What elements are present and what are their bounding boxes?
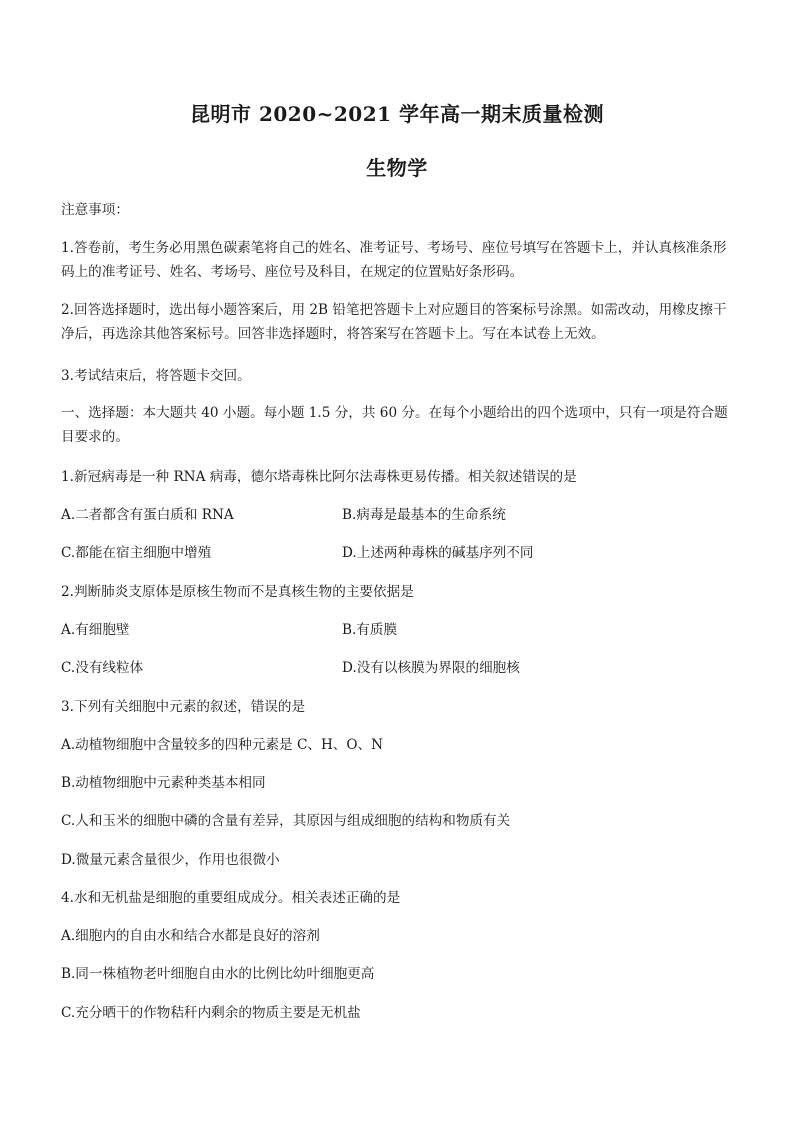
question-stem: 2.判断肺炎支原体是原核生物而不是真核生物的主要依据是 [61,584,414,600]
notice-item: 3.考试结束后，将答题卡交回。 [61,368,251,384]
option-a: A.有细胞壁 [61,622,130,638]
option-a: A.细胞内的自由水和结合水都是良好的溶剂 [61,928,320,944]
option-c: C.充分晒干的作物秸秆内剩余的物质主要是无机盐 [61,1005,361,1021]
option-a: A.二者都含有蛋白质和 RNA [61,507,234,523]
option-row [61,541,733,565]
notice-heading: 注意事项： [61,202,129,218]
option-b: B.病毒是最基本的生命系统 [342,507,506,523]
subject-title: 生物学 [366,156,428,180]
option-c: C.人和玉米的细胞中磷的含量有差异，其原因与组成细胞的结构和物质有关 [61,813,511,829]
option-b: B.有质膜 [342,622,398,638]
option-c: C.都能在宿主细胞中增殖 [61,545,212,561]
exam-title: 昆明市 2020~2021 学年高一期末质量检测 [189,102,604,126]
question-stem: 3.下列有关细胞中元素的叙述，错误的是 [61,699,306,715]
option-row [61,618,733,642]
question-stem: 1.新冠病毒是一种 RNA 病毒，德尔塔毒株比阿尔法毒株更易传播。相关叙述错误的是 [61,469,577,485]
option-b: B.同一株植物老叶细胞自由水的比例比幼叶细胞更高 [61,966,375,982]
question-stem: 4.水和无机盐是细胞的重要组成成分。相关表述正确的是 [61,890,401,906]
option-c: C.没有线粒体 [61,660,144,676]
option-d: D.上述两种毒株的碱基序列不同 [342,545,534,561]
option-row [61,503,733,527]
option-b: B.动植物细胞中元素种类基本相同 [61,775,266,791]
option-d: D.没有以核膜为界限的细胞核 [342,660,520,676]
notice-item: 1.答卷前，考生务必用黑色碳素笔将自己的姓名、准考证号、考场号、座位号填写在答题卡上，并认真核准条形码上的准考证号、姓名、考场号、座位号及科目，在规定的位置贴好条形码。 [61,240,727,280]
option-d: D.微量元素含量很少，作用也很微小 [61,852,280,868]
notice-item: 2.回答选择题时，选出每小题答案后，用 2B 铅笔把答题卡上对应题目的答案标号涂黑。如需改动，用橡皮擦干净后，再选涂其他答案标号。回答非选择题时，将答案写在答题卡上。写在本试卷上无效。 [61,302,727,342]
option-row [61,656,733,680]
option-a: A.动植物细胞中含量较多的四种元素是 C、H、O、N [61,737,384,753]
section-heading: 一、选择题：本大题共 40 小题。每小题 1.5 分，共 60 分。在每个小题给出的四个选项中，只有一项是符合题目要求的。 [61,405,728,445]
